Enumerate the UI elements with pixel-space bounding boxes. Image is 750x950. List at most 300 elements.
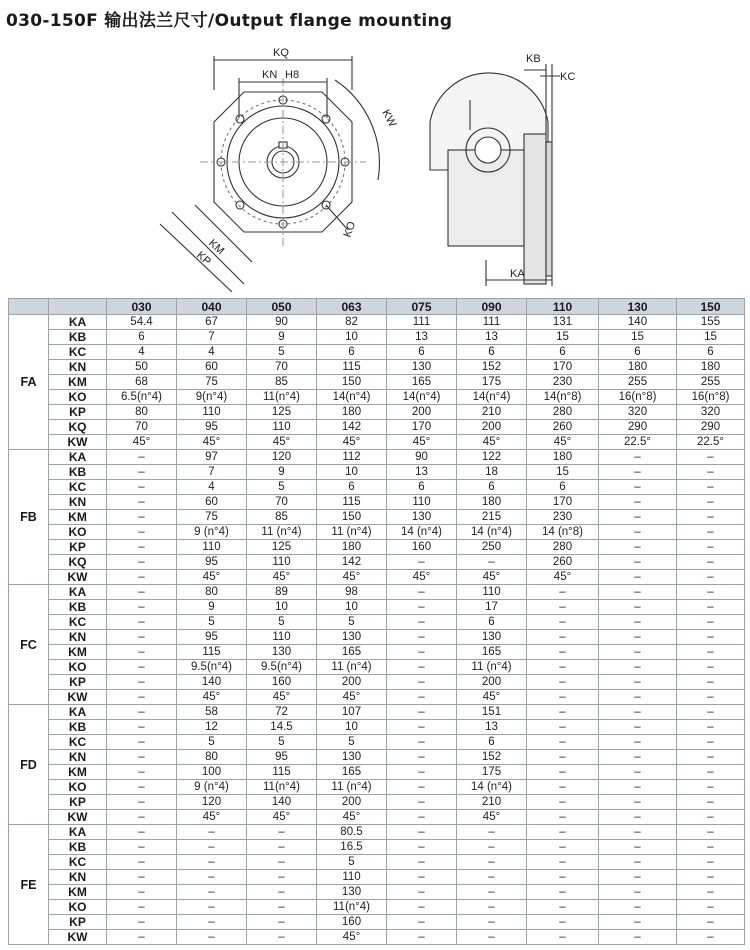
table-row (9, 840, 745, 855)
table-cell: – (107, 900, 177, 915)
table-cell: – (527, 705, 599, 720)
dimension-code: KP (49, 675, 107, 690)
table-cell: 215 (457, 510, 527, 525)
table-cell: – (677, 540, 745, 555)
table-cell: – (599, 825, 677, 840)
flange-type-label: FD (9, 705, 49, 825)
table-cell: – (107, 840, 177, 855)
table-cell: – (107, 930, 177, 945)
table-cell: – (107, 480, 177, 495)
table-cell: 5 (317, 855, 387, 870)
table-cell: – (599, 900, 677, 915)
table-cell: – (677, 600, 745, 615)
column-header: 050 (247, 299, 317, 315)
table-cell: 110 (387, 495, 457, 510)
table-cell: 45° (527, 570, 599, 585)
table-cell: – (677, 690, 745, 705)
table-cell: 9 (n°4) (177, 525, 247, 540)
table-cell: 85 (247, 510, 317, 525)
table-row (9, 930, 745, 945)
table-cell: 9 (177, 600, 247, 615)
table-cell: – (677, 825, 745, 840)
bolt-hole (236, 201, 244, 209)
table-cell: – (177, 930, 247, 945)
table-cell: – (599, 465, 677, 480)
label-h8: H8 (285, 69, 300, 81)
table-cell: – (677, 735, 745, 750)
table-cell: – (457, 555, 527, 570)
dimension-code: KW (49, 810, 107, 825)
table-cell: – (247, 840, 317, 855)
table-cell: – (599, 600, 677, 615)
table-cell: 140 (247, 795, 317, 810)
table-cell: 11(n°4) (247, 390, 317, 405)
table-cell: – (387, 750, 457, 765)
table-cell: 175 (457, 765, 527, 780)
table-cell: – (599, 885, 677, 900)
dimension-code: KW (49, 930, 107, 945)
table-cell: – (527, 870, 599, 885)
table-cell: 45° (177, 690, 247, 705)
table-cell: 45° (107, 435, 177, 450)
table-cell: 45° (527, 435, 599, 450)
table-cell: – (677, 810, 745, 825)
table-cell: 111 (387, 315, 457, 330)
table-cell: – (677, 855, 745, 870)
table-cell: – (599, 555, 677, 570)
table-row (9, 675, 745, 690)
table-cell: 54.4 (107, 315, 177, 330)
table-cell: 6 (457, 480, 527, 495)
table-cell: 260 (527, 420, 599, 435)
table-cell: 120 (247, 450, 317, 465)
table-row (9, 540, 745, 555)
bolt-hole (322, 115, 330, 123)
column-header: 110 (527, 299, 599, 315)
dimension-code: KQ (49, 555, 107, 570)
table-cell: – (387, 720, 457, 735)
table-cell: – (677, 750, 745, 765)
table-cell: 170 (387, 420, 457, 435)
table-cell: 90 (247, 315, 317, 330)
table-cell: 89 (247, 585, 317, 600)
table-cell: – (387, 765, 457, 780)
column-header: 040 (177, 299, 247, 315)
dimension-code: KN (49, 870, 107, 885)
table-row (9, 825, 745, 840)
table-cell: – (599, 810, 677, 825)
dimension-code: KO (49, 390, 107, 405)
table-cell: 45° (247, 435, 317, 450)
table-cell: – (387, 810, 457, 825)
table-row (9, 795, 745, 810)
dimension-code: KW (49, 690, 107, 705)
table-cell: – (599, 630, 677, 645)
table-cell: – (107, 450, 177, 465)
table-cell: 15 (677, 330, 745, 345)
table-cell: 5 (247, 480, 317, 495)
table-cell: – (527, 645, 599, 660)
table-cell: 290 (599, 420, 677, 435)
table-cell: – (527, 885, 599, 900)
table-cell: – (527, 720, 599, 735)
table-cell: 6 (107, 330, 177, 345)
table-cell: – (677, 645, 745, 660)
table-cell: – (107, 765, 177, 780)
table-cell: – (107, 870, 177, 885)
flange-front-view (160, 56, 379, 292)
table-cell: 13 (457, 720, 527, 735)
table-cell: 70 (247, 360, 317, 375)
column-header: 063 (317, 299, 387, 315)
table-cell: 180 (317, 540, 387, 555)
table-cell: 230 (527, 510, 599, 525)
table-cell: – (677, 780, 745, 795)
dimension-code: KB (49, 465, 107, 480)
table-cell: – (677, 585, 745, 600)
table-cell: 18 (457, 465, 527, 480)
table-cell: 115 (247, 765, 317, 780)
table-cell: 15 (599, 330, 677, 345)
flange-side-view (430, 64, 560, 286)
table-cell: 95 (247, 750, 317, 765)
header-corner (9, 299, 49, 315)
table-cell: – (677, 510, 745, 525)
table-cell: – (107, 615, 177, 630)
table-cell: 170 (527, 360, 599, 375)
table-row (9, 660, 745, 675)
table-cell: 6.5(n°4) (107, 390, 177, 405)
table-cell: 320 (599, 405, 677, 420)
table-cell: – (107, 555, 177, 570)
flange-drawing (0, 30, 750, 292)
flange-type-label: FE (9, 825, 49, 945)
table-cell: – (387, 660, 457, 675)
table-cell: 10 (317, 465, 387, 480)
table-cell: – (107, 675, 177, 690)
table-cell: 11 (n°4) (317, 660, 387, 675)
table-cell: – (177, 825, 247, 840)
table-cell: 15 (527, 330, 599, 345)
table-cell: 142 (317, 420, 387, 435)
table-cell: – (527, 930, 599, 945)
table-cell: 9 (247, 465, 317, 480)
table-cell: 200 (387, 405, 457, 420)
dimension-table (8, 298, 745, 945)
table-cell: 230 (527, 375, 599, 390)
table-row (9, 480, 745, 495)
table-cell: 150 (317, 510, 387, 525)
table-cell: – (599, 735, 677, 750)
label-kw: KW (379, 107, 399, 130)
table-cell: – (107, 690, 177, 705)
dimension-code: KP (49, 540, 107, 555)
table-cell: – (457, 915, 527, 930)
dimension-code: KN (49, 750, 107, 765)
table-cell: – (677, 870, 745, 885)
table-row (9, 390, 745, 405)
table-cell: – (387, 780, 457, 795)
label-kp: KP (193, 249, 213, 269)
table-cell: 115 (317, 360, 387, 375)
table-row (9, 315, 745, 330)
table-cell: 120 (177, 795, 247, 810)
table-cell: 7 (177, 465, 247, 480)
table-cell: 14 (n°4) (387, 525, 457, 540)
table-cell: 45° (317, 435, 387, 450)
label-kn: KN (262, 69, 278, 81)
dimension-code: KC (49, 345, 107, 360)
table-cell: 17 (457, 600, 527, 615)
table-cell: 100 (177, 765, 247, 780)
table-cell: – (677, 570, 745, 585)
table-row (9, 885, 745, 900)
table-cell: 95 (177, 630, 247, 645)
table-cell: 107 (317, 705, 387, 720)
page-title: 030-150F 输出法兰尺寸/Output flange mounting (6, 11, 453, 31)
dimension-code: KC (49, 735, 107, 750)
column-header: 090 (457, 299, 527, 315)
table-cell: – (247, 855, 317, 870)
dimension-code: KC (49, 480, 107, 495)
table-cell: 14(n°4) (317, 390, 387, 405)
table-row (9, 690, 745, 705)
table-cell: – (457, 825, 527, 840)
table-cell: – (677, 465, 745, 480)
table-cell: 6 (677, 345, 745, 360)
dimension-code: KN (49, 495, 107, 510)
table-cell: – (677, 555, 745, 570)
dimension-code: KP (49, 915, 107, 930)
table-cell: – (107, 525, 177, 540)
table-cell: 45° (317, 690, 387, 705)
table-cell: – (599, 495, 677, 510)
table-cell: 5 (177, 615, 247, 630)
table-cell: 10 (317, 720, 387, 735)
table-cell: 110 (247, 420, 317, 435)
table-cell: – (527, 795, 599, 810)
table-cell: 22.5° (677, 435, 745, 450)
table-cell: – (527, 765, 599, 780)
label-kc: KC (560, 71, 576, 83)
table-cell: – (247, 885, 317, 900)
table-cell: 67 (177, 315, 247, 330)
table-cell: 14(n°4) (387, 390, 457, 405)
dimension-code: KN (49, 360, 107, 375)
dimension-code: KM (49, 375, 107, 390)
table-cell: 16(n°8) (599, 390, 677, 405)
table-cell: – (177, 855, 247, 870)
table-cell: 60 (177, 360, 247, 375)
table-cell: 115 (317, 495, 387, 510)
table-cell: 110 (457, 585, 527, 600)
table-cell: – (247, 825, 317, 840)
table-cell: – (107, 540, 177, 555)
dimension-code: KW (49, 435, 107, 450)
table-cell: 4 (177, 480, 247, 495)
table-cell: – (107, 510, 177, 525)
table-header-row (9, 299, 745, 315)
table-cell: – (527, 900, 599, 915)
table-cell: – (457, 855, 527, 870)
table-cell: 13 (457, 330, 527, 345)
table-cell: 290 (677, 420, 745, 435)
table-cell: 11(n°4) (317, 900, 387, 915)
table-cell: 11 (n°4) (317, 525, 387, 540)
table-cell: 45° (177, 810, 247, 825)
table-row (9, 330, 745, 345)
table-cell: – (177, 915, 247, 930)
table-cell: 85 (247, 375, 317, 390)
dimension-code: KP (49, 795, 107, 810)
table-cell: 6 (387, 345, 457, 360)
table-cell: 165 (387, 375, 457, 390)
table-cell: 75 (177, 375, 247, 390)
table-cell: – (387, 900, 457, 915)
table-cell: 180 (599, 360, 677, 375)
dimension-code: KC (49, 615, 107, 630)
table-row (9, 705, 745, 720)
table-cell: – (677, 495, 745, 510)
table-cell: – (527, 825, 599, 840)
table-cell: – (387, 555, 457, 570)
table-cell: – (107, 600, 177, 615)
table-row (9, 870, 745, 885)
table-cell: 45° (457, 570, 527, 585)
table-cell: – (599, 480, 677, 495)
table-cell: – (599, 450, 677, 465)
label-ka: KA (510, 268, 525, 280)
table-cell: 280 (527, 405, 599, 420)
dimension-code: KM (49, 510, 107, 525)
table-cell: – (247, 900, 317, 915)
table-cell: 14(n°8) (527, 390, 599, 405)
table-cell: 5 (247, 615, 317, 630)
table-row (9, 570, 745, 585)
table-cell: 90 (387, 450, 457, 465)
table-cell: 12 (177, 720, 247, 735)
table-cell: – (247, 870, 317, 885)
table-cell: – (599, 780, 677, 795)
table-cell: – (107, 915, 177, 930)
table-cell: 68 (107, 375, 177, 390)
table-cell: – (457, 930, 527, 945)
dimension-code: KA (49, 585, 107, 600)
table-cell: 111 (457, 315, 527, 330)
table-cell: 11 (n°4) (457, 660, 527, 675)
table-cell: 130 (317, 885, 387, 900)
table-cell: 80.5 (317, 825, 387, 840)
table-cell: 10 (247, 600, 317, 615)
table-cell: – (527, 855, 599, 870)
table-cell: 165 (317, 645, 387, 660)
table-cell: – (107, 465, 177, 480)
table-cell: 7 (177, 330, 247, 345)
table-cell: – (457, 840, 527, 855)
dimension-code: KQ (49, 420, 107, 435)
dimension-code: KO (49, 525, 107, 540)
table-cell: – (107, 750, 177, 765)
table-cell: 150 (317, 375, 387, 390)
table-body (9, 315, 745, 945)
table-cell: 16.5 (317, 840, 387, 855)
table-cell: 320 (677, 405, 745, 420)
table-cell: 5 (247, 735, 317, 750)
table-cell: – (387, 930, 457, 945)
table-cell: – (677, 705, 745, 720)
table-cell: 45° (247, 690, 317, 705)
dimension-code: KB (49, 840, 107, 855)
table-cell: 112 (317, 450, 387, 465)
table-cell: 60 (177, 495, 247, 510)
table-cell: 140 (599, 315, 677, 330)
table-cell: 140 (177, 675, 247, 690)
table-row (9, 375, 745, 390)
table-cell: 130 (387, 510, 457, 525)
table-cell: 9(n°4) (177, 390, 247, 405)
table-cell: – (677, 615, 745, 630)
table-cell: – (387, 705, 457, 720)
table-cell: 6 (317, 480, 387, 495)
table-row (9, 435, 745, 450)
table-cell: – (177, 840, 247, 855)
table-cell: – (107, 630, 177, 645)
table-cell: – (677, 525, 745, 540)
dimension-code: KN (49, 630, 107, 645)
table-cell: – (527, 735, 599, 750)
table-cell: – (107, 735, 177, 750)
table-cell: – (677, 930, 745, 945)
table-cell: – (107, 495, 177, 510)
table-cell: 45° (387, 570, 457, 585)
table-cell: – (599, 705, 677, 720)
table-cell: – (599, 540, 677, 555)
table-cell: – (247, 915, 317, 930)
table-cell: – (599, 930, 677, 945)
table-cell: 58 (177, 705, 247, 720)
table-row (9, 600, 745, 615)
table-cell: – (527, 615, 599, 630)
table-row (9, 525, 745, 540)
table-row (9, 780, 745, 795)
table-cell: 45° (317, 570, 387, 585)
table-cell: – (107, 795, 177, 810)
table-cell: 115 (177, 645, 247, 660)
table-cell: – (599, 855, 677, 870)
table-cell: – (527, 780, 599, 795)
table-cell: 45° (317, 930, 387, 945)
table-cell: – (247, 930, 317, 945)
table-cell: – (677, 900, 745, 915)
table-cell: 45° (457, 810, 527, 825)
table-cell: – (677, 915, 745, 930)
table-row (9, 510, 745, 525)
header-corner (49, 299, 107, 315)
table-cell: – (107, 855, 177, 870)
table-cell: 110 (177, 540, 247, 555)
table-cell: 14 (n°8) (527, 525, 599, 540)
table-cell: 10 (317, 330, 387, 345)
table-cell: 14 (n°4) (457, 525, 527, 540)
table-cell: 130 (247, 645, 317, 660)
table-cell: 280 (527, 540, 599, 555)
table-cell: – (387, 855, 457, 870)
dimension-code: KO (49, 900, 107, 915)
flange-spigot (546, 142, 552, 276)
table-cell: 15 (527, 465, 599, 480)
table-cell: – (599, 750, 677, 765)
table-cell: 11 (n°4) (317, 780, 387, 795)
